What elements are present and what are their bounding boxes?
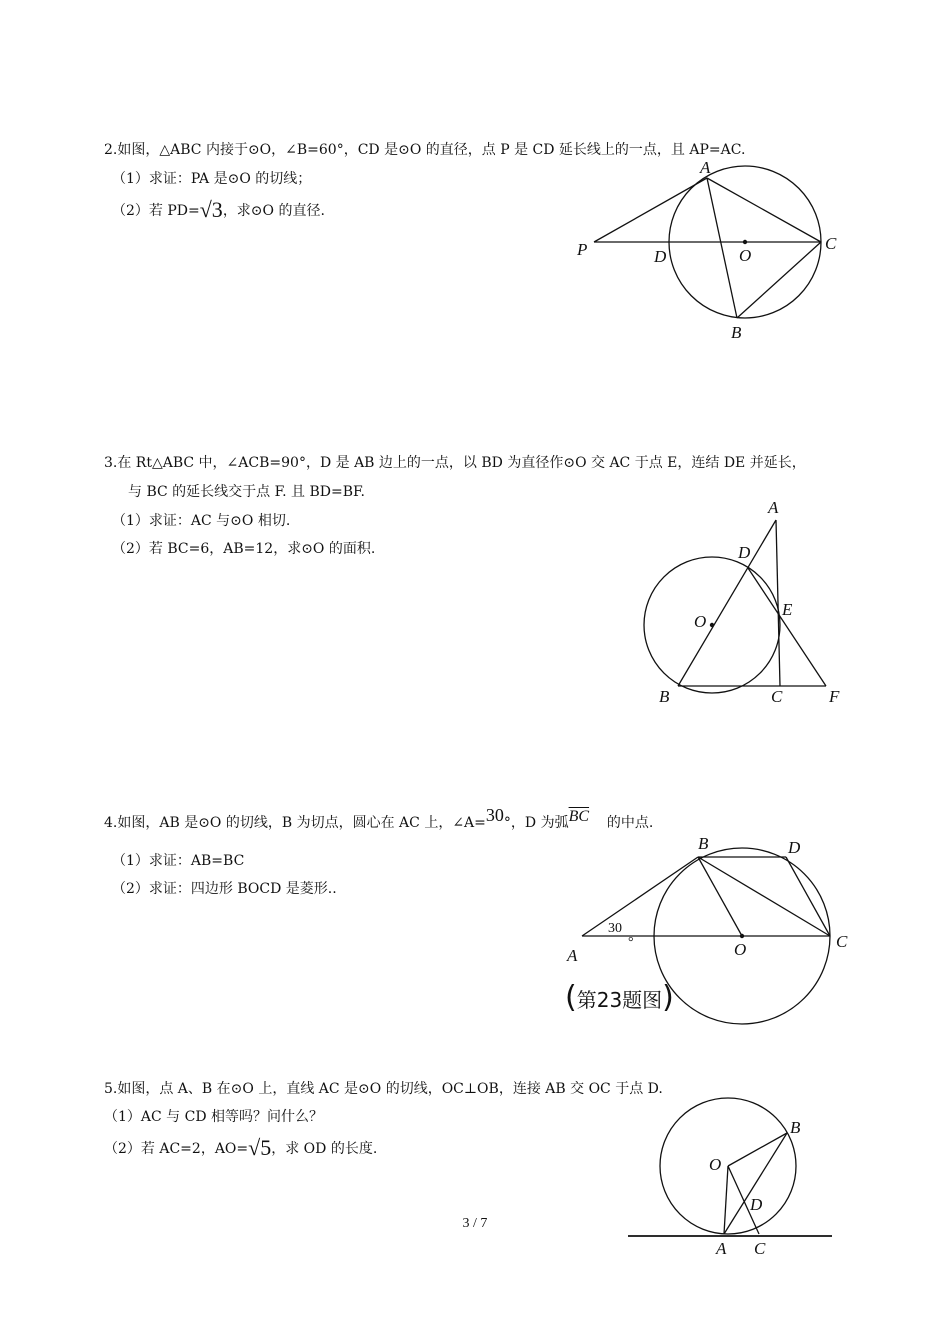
q4-part2: （2）求证：四边形 BOCD 是菱形.. — [112, 881, 337, 897]
q3-part2: （2）若 BC=6，AB=12，求⊙O 的面积. — [112, 541, 376, 557]
q4-label-o: O — [734, 940, 747, 959]
q4-part1: （1）求证：AB=BC — [112, 853, 245, 869]
q2-stem: 2.如图，△ABC 内接于⊙O，∠B=60°，CD 是⊙O 的直径，点 P 是 CD 延长线上的一点，且 AP=AC. — [104, 142, 746, 158]
q3-label-o: O — [694, 612, 707, 631]
q3-stem-line2: 与 BC 的延长线交于点 F. 且 BD=BF. — [128, 484, 366, 500]
q5-part2-suffix: ，求 OD 的长度. — [271, 1141, 378, 1157]
q3-part1: （1）求证：AC 与⊙O 相切. — [112, 513, 291, 529]
q4-caption-text: 第23题图 — [576, 988, 663, 1012]
q5-label-a: A — [716, 1239, 727, 1258]
q5-stem: 5.如图，点 A、B 在⊙O 上，直线 AC 是⊙O 的切线，OC⊥OB，连接 AB 交 OC 于点 D. — [104, 1081, 663, 1097]
q5-line-ob — [728, 1133, 787, 1166]
q4-stem-prefix: 4.如图，AB 是⊙O 的切线，B 为切点，圆心在 AC 上，∠A= — [104, 815, 486, 831]
q2-label-b: B — [731, 323, 742, 342]
q5-part2-prefix: （2）若 AC=2，AO= — [104, 1141, 249, 1157]
q3-label-a: A — [768, 498, 779, 517]
q4-stem-arc: $\overline{BC}$ — [568, 808, 590, 825]
q3-stem-line1: 3.在 Rt△ABC 中，∠ACB=90°，D 是 AB 边上的一点，以 BD 为直径作⊙O 交 AC 于点 E，连结 DE 并延长， — [104, 455, 806, 471]
q3-label-f: F — [829, 687, 840, 706]
q5-label-o: O — [709, 1155, 722, 1174]
q4-label-c: C — [836, 932, 848, 951]
q4-caption: (第23题图) — [565, 980, 674, 1015]
q2-part2-radical: √3 — [199, 197, 223, 222]
page-number: 3 / 7 — [462, 1216, 488, 1231]
q5-label-c: C — [754, 1239, 766, 1258]
q4-stem-suffix: 的中点. — [606, 815, 654, 831]
q4-label-a: A — [567, 946, 578, 965]
q5-label-d: D — [750, 1195, 763, 1214]
q2-label-o: O — [739, 246, 752, 265]
q3-label-b: B — [659, 687, 670, 706]
q3-label-e: E — [782, 600, 793, 619]
q2-label-p: P — [577, 240, 588, 259]
q2-part1: （1）求证：PA 是⊙O 的切线； — [112, 171, 312, 187]
q2-label-a: A — [700, 158, 711, 177]
q2-part2-suffix: ，求⊙O 的直径. — [222, 203, 325, 219]
q5-part2-radical: √5 — [248, 1135, 272, 1160]
q4-stem-mid: °，D 为弧 — [503, 815, 569, 831]
q4-stem-angle: 30 — [485, 805, 504, 825]
q5-label-b: B — [790, 1118, 801, 1137]
q2-label-d: D — [654, 247, 667, 266]
q4-label-d: D — [788, 838, 801, 857]
q4-label-b: B — [698, 834, 709, 853]
q5-part1: （1）AC 与 CD 相等吗？问什么？ — [104, 1109, 324, 1125]
q2-part2-prefix: （2）若 PD= — [112, 203, 200, 219]
q3-label-d: D — [738, 543, 751, 562]
q3-label-c: C — [771, 687, 783, 706]
q4-degree-mark: ° — [628, 935, 634, 950]
q4-angle-label: 30 — [608, 921, 622, 936]
q2-label-c: C — [825, 234, 837, 253]
